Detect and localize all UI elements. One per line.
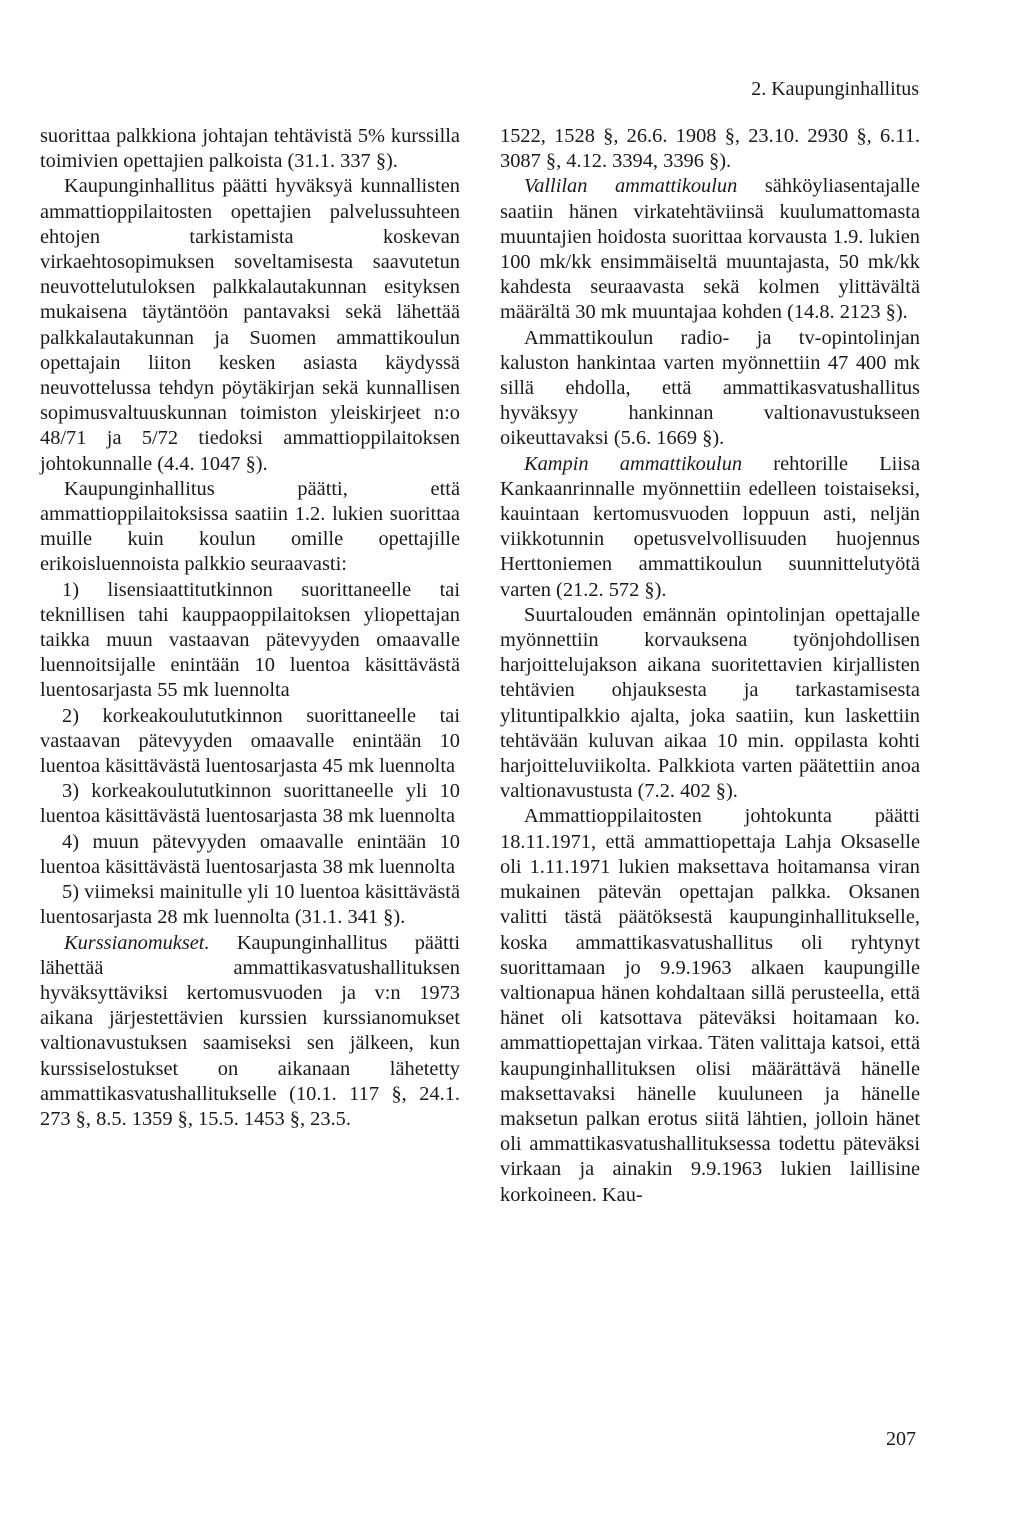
paragraph	[500, 804, 920, 1207]
right-column	[500, 124, 920, 1208]
italic-lead: Kampin ammattikoulun	[524, 452, 743, 475]
list-item	[40, 880, 460, 930]
paragraph	[500, 326, 920, 452]
paragraph	[500, 174, 920, 325]
paragraph-text: suorittaa palkkiona johtajan tehtävistä 5% kurssilla toimivien opettajien palkoista (31.1. 337 §).	[40, 125, 460, 173]
list-item	[40, 578, 460, 704]
paragraph	[40, 124, 460, 174]
list-item	[40, 830, 460, 880]
paragraph	[500, 124, 920, 174]
running-head: 2. Kaupunginhallitus	[751, 78, 919, 100]
paragraph	[500, 603, 920, 805]
paragraph	[40, 477, 460, 578]
paragraph-text: 4) muun pätevyyden omaavalle enintään 10 luentoa käsittävästä luentosarjasta 38 mk luennolta	[40, 830, 460, 878]
paragraph-text: Suurtalouden emännän opintolinjan opettajalle myönnettiin korvauksena työnjohdollisen harjoittelujakson aikana suoritettavien kirjallisten tehtävien ohjauksesta ja tarkastamisesta ylituntipalkkio ajalta, joka saatiin, kun laskettiin tehtävään kuluvan aikaa 10 min. oppilasta kohti harjoitteluviikolta. Palkkiota varten päätettiin anoa valtionavustusta (7.2. 402 §).	[500, 603, 920, 803]
paragraph	[40, 931, 460, 1133]
paragraph-text: Ammattioppilaitosten johtokunta päätti 18.11.1971, että ammattiopettaja Lahja Oksaselle oli 1.11.1971 lukien maksettava hoitamansa viran mukainen pätevän opettajan palkka. Oksanen valitti tästä päätöksestä kaupunginhallitukselle, koska ammattikasvatushallitus oli ryhtynyt suorittamaan jo 9.9.1963 alkaen kaupungille valtionapua hänen kohdaltaan sillä perusteella, että hänet oli katsottava päteväksi hoitamaan ko. ammattiopettajan virkaa. Täten valittaja katsoi, että kaupunginhallituksen olisi määrättävä hänelle maksettavaksi hänelle kuuluneen ja hänelle maksetun palkan erotus siitä lähtien, jolloin hänet oli ammattikasvatushallituksessa todettu päteväksi virkaan ja ainakin 9.9.1963 lukien laillisine korkoineen. Kau-	[500, 805, 920, 1206]
paragraph-text: Ammattikoulun radio- ja tv-opintolinjan kaluston hankintaa varten myönnettiin 47 400 mk sillä ehdolla, että ammattikasvatushallitus hyväksyy hankinnan valtionavustukseen oikeuttavaksi (5.6. 1669 §).	[500, 326, 920, 450]
italic-lead: Kurssianomukset.	[64, 931, 210, 954]
paragraph-text: Kaupunginhallitus päätti, että ammattioppilaitoksissa saatiin 1.2. lukien suorittaa muille kuin koulun omille opettajille erikoisluennoista palkkio seuraavasti:	[40, 477, 460, 576]
paragraph-text: rehtorille Liisa Kankaanrinnalle myönnettiin edelleen toistaiseksi, kauintaan kertomusvuoden loppuun asti, neljän viikkotunnin opetusvelvollisuuden huojennus Herttoniemen ammattikoulun suunnittelutyötä varten (21.2. 572 §).	[500, 452, 920, 601]
paragraph-text: 3) korkeakoulututkinnon suorittaneelle yli 10 luentoa käsittävästä luentosarjasta 38 mk luennolta	[40, 780, 460, 828]
paragraph	[500, 452, 920, 603]
paragraph-text: sähköyliasentajalle saatiin hänen virkatehtäviinsä kuulumattomasta muuntajien hoidosta suorittaa korvausta 1.9. lukien 100 mk/kk ensimmäiseltä muuntajasta, 50 mk/kk kahdesta seuraavasta sekä kolmen ylittävältä määrältä 30 mk muuntajaa kohden (14.8. 2123 §).	[500, 175, 920, 324]
paragraph-text: 5) viimeksi mainitulle yli 10 luentoa käsittävästä luentosarjasta 28 mk luennolta (31.1. 341 §).	[40, 881, 460, 929]
paragraph	[40, 174, 460, 476]
italic-lead: Vallilan ammattikoulun	[524, 175, 738, 198]
list-item	[40, 779, 460, 829]
paragraph-text: Kaupunginhallitus päätti hyväksyä kunnallisten ammattioppilaitosten opettajien palvelussuhteen ehtojen tarkistamista koskevan virkaehtosopimuksen soveltamisesta saavutetun neuvottelutuloksen palkkalautakunnan esityksen mukaisena täytäntöön pantavaksi sekä lähettää palkkalautakunnan ja Suomen ammattikoulun opettajain liiton kesken asiasta käydyssä neuvottelussa tehdyn pöytäkirjan sekä kunnallisen sopimusvaltuuskunnan toimiston yleiskirjeet n:o 48/71 ja 5/72 tiedoksi ammattioppilaitoksen johtokunnalle (4.4. 1047 §).	[40, 175, 460, 475]
page-number: 207	[886, 1428, 916, 1450]
paragraph-text: Kaupunginhallitus päätti lähettää ammattikasvatushallituksen hyväksyttäviksi kertomusvuoden ja v:n 1973 aikana järjestettävien kurssien kurssianomukset valtionavustuksen saamiseksi sen jälkeen, kun kurssiselostukset on aikanaan lähetetty ammattikasvatushallitukselle (10.1. 117 §, 24.1. 273 §, 8.5. 1359 §, 15.5. 1453 §, 23.5.	[40, 931, 460, 1130]
paragraph-text: 1522, 1528 §, 26.6. 1908 §, 23.10. 2930 §, 6.11. 3087 §, 4.12. 3394, 3396 §).	[500, 125, 920, 173]
left-column	[40, 124, 460, 1132]
paragraph-text: 1) lisensiaattitutkinnon suorittaneelle tai teknillisen tahi kauppaoppilaitoksen yliopettajan taikka muun vastaavan pätevyyden omaavalle luennoitsijalle enintään 10 luentoa käsittävästä luentosarjasta 55 mk luennolta	[40, 578, 460, 702]
paragraph-text: 2) korkeakoulututkinnon suorittaneelle tai vastaavan pätevyyden omaavalle enintään 10 luentoa käsittävästä luentosarjasta 45 mk luennolta	[40, 704, 460, 778]
list-item	[40, 704, 460, 780]
